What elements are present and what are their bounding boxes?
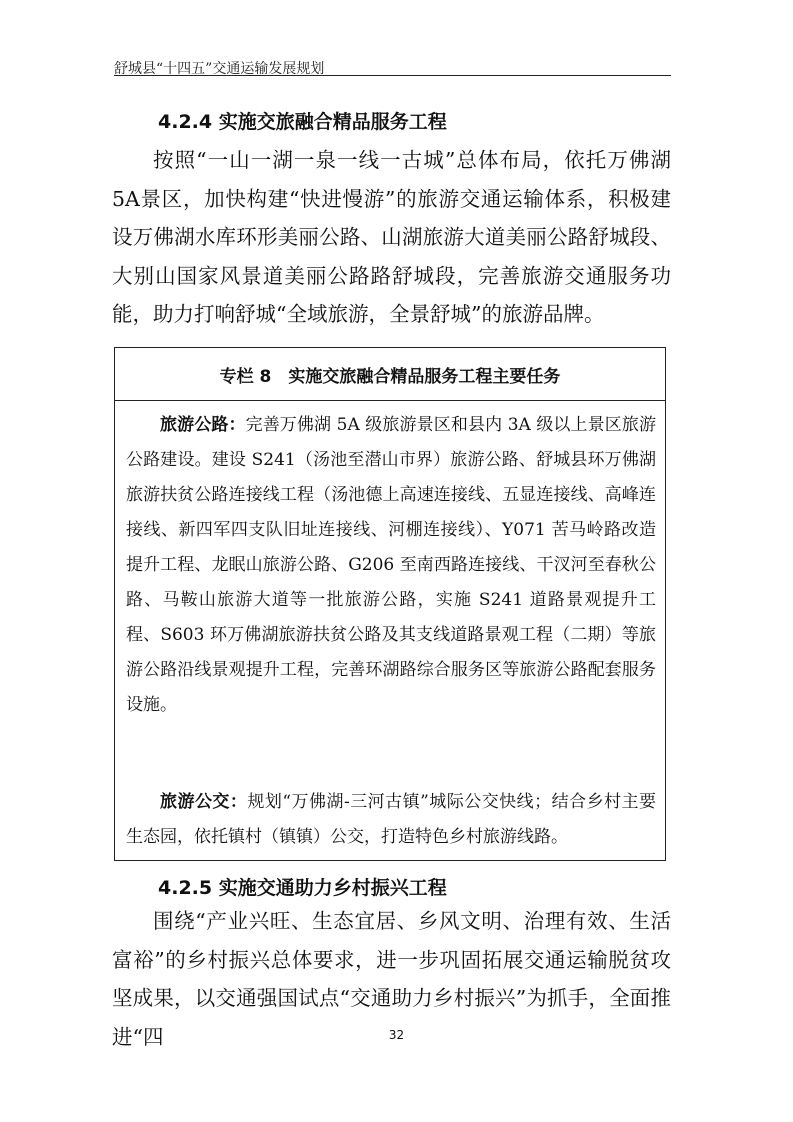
box-item-tourism-bus bbox=[126, 785, 656, 855]
section-4-2-4-paragraph: 按照“一山一湖一泉一线一古城”总体布局，依托万佛湖5A景区，加快构建“快进慢游”的旅游交通运输体系，积极建设万佛湖水库环形美丽公路、山湖旅游大道美丽公路舒城段、大别山国家风景道美丽公路路舒城段，完善旅游交通服务功能，助力打响舒城“全域旅游，全景舒城”的旅游品牌。 bbox=[112, 148, 671, 327]
section-4-2-5-paragraph: 围绕“产业兴旺、生态宜居、乡风文明、治理有效、生活富裕”的乡村振兴总体要求，进一步巩固拓展交通运输脱贫攻坚成果，以交通强国试点“交通助力乡村振兴”为抓手，全面推进“四 bbox=[112, 909, 671, 1049]
box-item-text: 完善万佛湖 5A 级旅游景区和县内 3A 级以上景区旅游公路建设。建设 S241（汤池至潜山市界）旅游公路、舒城县环万佛湖旅游扶贫公路连接线工程（汤池德上高速连接线、五显连接线、高峰连接线、新四军四支队旧址连接线、河棚连接线）、Y071 苦马岭路改造提升工程、龙眠山旅游公路、G206 至南西路连接线、干汊河至春秋公路、马鞍山旅游大道等一批旅游公路，实施 S241 道路景观提升工程、S603 环万佛湖旅游扶贫公路及其支线道路景观工程（二期）等旅游公路沿线景观提升工程，完善环湖路综合服务区等旅游公路配套服务设施。 bbox=[126, 415, 656, 715]
box-item-label: 旅游公路： bbox=[160, 415, 246, 435]
box-item-text: 规划“万佛湖-三河古镇”城际公交快线；结合乡村主要生态园，依托镇村（镇镇）公交，打造特色乡村旅游线路。 bbox=[126, 792, 657, 847]
header-divider bbox=[114, 75, 671, 76]
running-header: 舒城县“十四五”交通运输发展规划 bbox=[114, 61, 325, 77]
box-item-tourism-roads bbox=[126, 408, 656, 723]
column-box-8 bbox=[114, 347, 666, 861]
column-box-title: 专栏 8 实施交旅融合精品服务工程主要任务 bbox=[115, 348, 665, 401]
box-item-label: 旅游公交： bbox=[160, 792, 248, 812]
section-heading-4-2-4: 4.2.4 实施交旅融合精品服务工程 bbox=[158, 111, 447, 133]
section-heading-4-2-5: 4.2.5 实施交通助力乡村振兴工程 bbox=[158, 877, 447, 899]
page-number: 32 bbox=[388, 1028, 405, 1042]
